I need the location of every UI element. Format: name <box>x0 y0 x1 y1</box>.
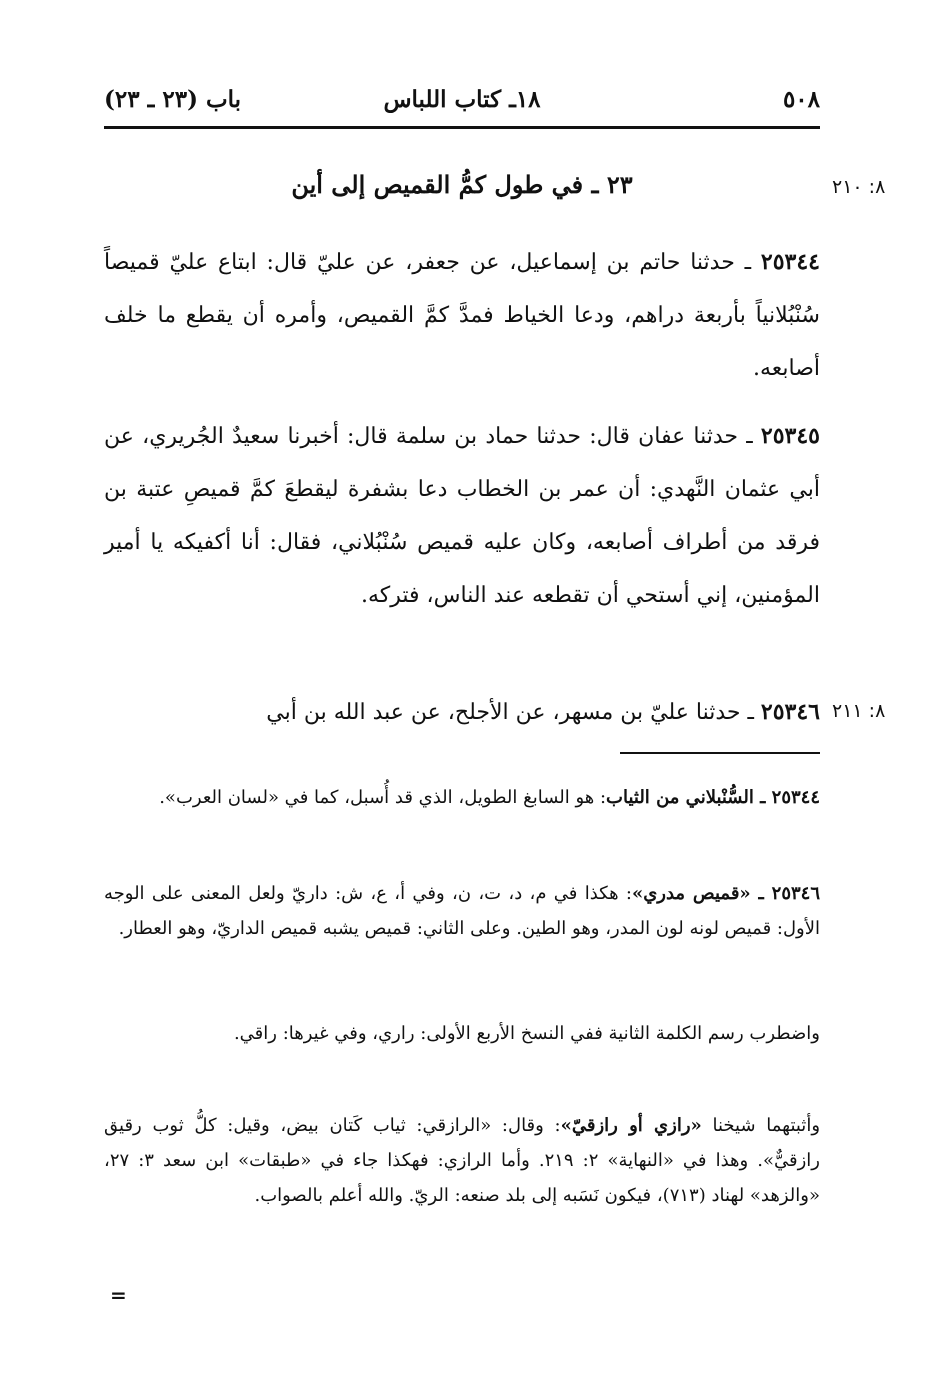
hadith-number: ٢٥٣٤٦ <box>760 699 820 725</box>
footnote-heading: ـ السُّنْبلاني من الثياب <box>606 787 772 808</box>
footnote-text: واضطرب رسم الكلمة الثانية ففي النسخ الأربع الأولى: راري، وفي غيرها: راقي. <box>233 1023 820 1044</box>
footnote-number: ٢٥٣٤٤ <box>771 787 820 808</box>
hadith-number: ٢٥٣٤٤ <box>760 249 820 275</box>
footnote-text: وأثبتهما شيخنا <box>701 1115 821 1136</box>
footnote-text: : هكذا في م، د، ت، ن، وفي أ، ع، ش: داريّ ولعل المعنى على الوجه الأول: قميص لونه لون المدر، وهو الطين. وعلى الثاني: قميص يشبه قميص الداريّ، وهو العطار. <box>104 883 820 939</box>
footnote-heading: ـ «قميص مدري» <box>631 883 772 904</box>
continuation-mark: = <box>110 1283 127 1307</box>
page-number: ٥٠٨ <box>782 86 820 113</box>
footnote <box>104 1016 820 1051</box>
hadith-text: ـ حدثنا عفان قال: حدثنا حماد بن سلمة قال: أخبرنا سعيدٌ الجُريري، عن أبي عثمان النَّهدي: أن عمر بن الخطاب دعا بشفرة ليقطعَ كمَّ قميصِ عتبة بن فرقد من أطراف أصابعه، وكان عليه قميص سُنْبُلاني، فقال: أنا أكفيكه يا أمير المؤمنين، إني أستحي أن تقطعه عند الناس، فتركه. <box>104 424 820 608</box>
hadith-text: ـ حدثنا حاتم بن إسماعيل، عن جعفر، عن عليّ قال: ابتاع عليّ قميصاً سُنْبُلانياً بأربعة دراهم، ودعا الخياط فمدَّ كمَّ القميص، وأمره أن يقطع ما خلف أصابعه. <box>104 250 820 381</box>
hadith-paragraph <box>104 236 820 395</box>
margin-reference: ٨: ٢١١ <box>832 700 886 722</box>
footnote-separator <box>620 752 820 754</box>
hadith-paragraph <box>104 686 820 739</box>
chapter-range: باب (٢٣ ـ ٢٣) <box>104 86 242 113</box>
margin-reference: ٨: ٢١٠ <box>832 176 886 198</box>
hadith-text: ـ حدثنا عليّ بن مسهر، عن الأجلح، عن عبد الله بن أبي <box>266 700 761 725</box>
book-title: ١٨ـ كتاب اللباس <box>383 86 541 113</box>
page-header <box>104 86 820 122</box>
footnote <box>104 780 820 815</box>
footnote-text: : وقال: «الرازقي: ثياب كَتان بيض، وقيل: كلُّ ثوب رقيق رازقيٌّ». وهذا في «النهاية» ٢: ٢١٩. وأما الرازي: فهكذا جاء في «طبقات» ابن سعد ٣: ٢٧، «والزهد» لهناد (٧١٣)، فيكون نَسَبه إلى بلد صنعه: الريّ. والله أعلم بالصواب. <box>104 1115 820 1206</box>
footnote-heading: «رازي أو رازقيّ» <box>560 1115 702 1136</box>
hadith-paragraph <box>104 410 820 622</box>
footnote-number: ٢٥٣٤٦ <box>771 883 820 904</box>
chapter-title: ٢٣ ـ في طول كمُّ القميص إلى أين <box>291 170 633 199</box>
footnote <box>104 876 820 946</box>
footnote-text: : هو السابغ الطويل، الذي قد أُسبل، كما في «لسان العرب». <box>159 787 607 808</box>
footnote <box>104 1108 820 1213</box>
header-rule <box>104 126 820 129</box>
hadith-number: ٢٥٣٤٥ <box>760 423 820 449</box>
